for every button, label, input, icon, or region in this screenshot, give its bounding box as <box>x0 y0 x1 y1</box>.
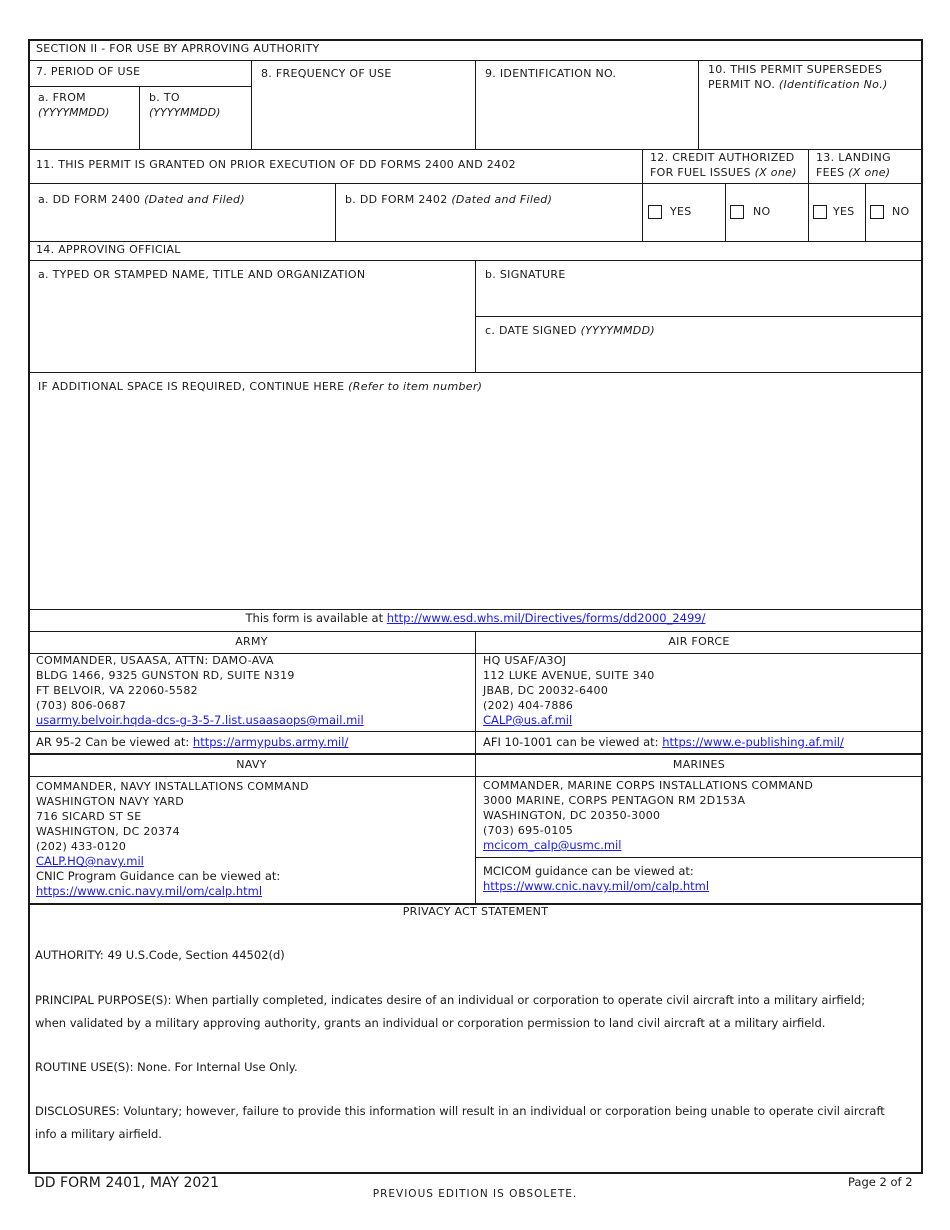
rule <box>808 149 809 241</box>
marines-guidance-link[interactable]: https://www.cnic.navy.mil/om/calp.html <box>483 879 710 893</box>
airforce-header: AIR FORCE <box>668 635 730 648</box>
army-regulation-link[interactable]: https://armypubs.army.mil/ <box>192 735 349 749</box>
army-regulation-text: AR 95-2 Can be viewed at: <box>36 735 190 749</box>
period-from-hint: (YYYYMMDD) <box>38 106 110 119</box>
credit-fuel-label-line2 <box>650 165 797 180</box>
identification-no-field[interactable] <box>476 61 698 149</box>
airforce-line: 112 LUKE AVENUE, SUITE 340 <box>483 669 655 682</box>
privacy-authority: AUTHORITY: 49 U.S.Code, Section 44502(d) <box>35 948 285 962</box>
dd2400-label <box>38 192 245 207</box>
marines-guidance-text: MCICOM guidance can be viewed at: <box>483 864 694 878</box>
date-signed-label-text: c. DATE SIGNED <box>485 324 577 337</box>
navy-guidance-text: CNIC Program Guidance can be viewed at: <box>36 869 281 883</box>
dd2402-hint: (Dated and Filed) <box>451 193 553 206</box>
fees-yes-checkbox[interactable] <box>813 205 827 219</box>
rule <box>28 609 923 610</box>
landing-fees-hint: (X one) <box>848 166 891 179</box>
supersedes-permit-field[interactable] <box>699 61 922 149</box>
marines-line: WASHINGTON, DC 20350-3000 <box>483 809 661 822</box>
navy-guidance-link[interactable]: https://www.cnic.navy.mil/om/calp.html <box>36 884 263 898</box>
marines-header: MARINES <box>672 758 726 771</box>
army-email-link[interactable]: usarmy.belvoir.hqda-dcs-g-3-5-7.list.usaasaops@mail.mil <box>36 713 364 727</box>
airforce-regulation-text: AFI 10-1001 can be viewed at: <box>483 735 659 749</box>
dd2400-label-text: a. DD FORM 2400 <box>38 193 141 206</box>
rule <box>642 149 643 241</box>
airforce-regulation-line <box>483 735 844 750</box>
period-to-field[interactable] <box>140 87 251 149</box>
privacy-routine-use: ROUTINE USE(S): None. For Internal Use Only. <box>35 1060 298 1074</box>
date-signed-field[interactable] <box>476 317 922 372</box>
army-line: COMMANDER, USAASA, ATTN: DAMO-AVA <box>36 654 274 667</box>
rule <box>475 857 923 858</box>
fuel-no-checkbox[interactable] <box>730 205 744 219</box>
obsolete-notice: PREVIOUS EDITION IS OBSOLETE. <box>372 1188 578 1200</box>
airforce-line: (202) 404-7886 <box>483 699 574 712</box>
supersedes-label-line2 <box>708 77 888 92</box>
official-name-label: a. TYPED OR STAMPED NAME, TITLE AND ORGANIZATION <box>38 268 366 281</box>
dd2400-field[interactable] <box>29 184 335 241</box>
navy-line: COMMANDER, NAVY INSTALLATIONS COMMAND <box>36 780 309 793</box>
credit-fuel-hint: (X one) <box>754 166 797 179</box>
privacy-purpose: PRINCIPAL PURPOSE(S): When partially completed, indicates desire of an individual or corporation to operate civil aircraft into a military airfield; when validated by a military approving authority, grants an individual or corporation permission to land civil aircraft at a military airfield. <box>35 993 866 1030</box>
prior-execution-label: 11. THIS PERMIT IS GRANTED ON PRIOR EXECUTION OF DD FORMS 2400 AND 2402 <box>36 158 516 171</box>
landing-fees-label-text: FEES <box>816 166 845 179</box>
supersedes-label-line1: 10. THIS PERMIT SUPERSEDES <box>708 63 883 76</box>
signature-label: b. SIGNATURE <box>485 268 566 281</box>
availability-line <box>28 611 923 626</box>
dd2402-label <box>345 192 552 207</box>
navy-line: WASHINGTON, DC 20374 <box>36 825 180 838</box>
landing-fees-label-line1: 13. LANDING <box>816 151 891 164</box>
airforce-email-link[interactable]: CALP@us.af.mil <box>483 713 573 727</box>
form-identifier: DD FORM 2401, MAY 2021 <box>34 1175 220 1191</box>
army-line: BLDG 1466, 9325 GUNSTON RD, SUITE N319 <box>36 669 295 682</box>
army-line: FT BELVOIR, VA 22060-5582 <box>36 684 198 697</box>
section-title: SECTION II - FOR USE BY APRROVING AUTHORITY <box>36 42 320 55</box>
availability-prefix: This form is available at <box>245 611 384 625</box>
fees-no-label: NO <box>892 205 910 218</box>
fees-no-checkbox[interactable] <box>870 205 884 219</box>
navy-email-link[interactable]: CALP.HQ@navy.mil <box>36 854 144 868</box>
airforce-line: JBAB, DC 20032-6400 <box>483 684 609 697</box>
period-from-label: a. FROM <box>38 91 86 104</box>
supersedes-hint: (Identification No.) <box>778 78 888 91</box>
marines-email-link[interactable]: mcicom_calp@usmc.mil <box>483 838 622 852</box>
navy-line: (202) 433-0120 <box>36 840 127 853</box>
availability-link[interactable]: http://www.esd.whs.mil/Directives/forms/dd2000_2499/ <box>386 611 706 625</box>
privacy-title: PRIVACY ACT STATEMENT <box>402 905 549 918</box>
navy-line: 716 SICARD ST SE <box>36 810 142 823</box>
credit-fuel-label-text: FOR FUEL ISSUES <box>650 166 751 179</box>
supersedes-label-text: PERMIT NO. <box>708 78 776 91</box>
dd2400-hint: (Dated and Filed) <box>144 193 245 206</box>
airforce-line: HQ USAF/A3OJ <box>483 654 567 667</box>
additional-space-label <box>38 379 482 394</box>
airforce-regulation-link[interactable]: https://www.e-publishing.af.mil/ <box>662 735 844 749</box>
date-signed-hint: (YYYYMMDD) <box>580 324 655 337</box>
additional-space-hint: (Refer to item number) <box>348 380 483 393</box>
credit-fuel-label-line1: 12. CREDIT AUTHORIZED <box>650 151 795 164</box>
period-to-hint: (YYYYMMDD) <box>149 106 221 119</box>
identification-no-label: 9. IDENTIFICATION NO. <box>485 67 617 80</box>
navy-line: WASHINGTON NAVY YARD <box>36 795 185 808</box>
rule <box>725 183 726 241</box>
period-of-use-label: 7. PERIOD OF USE <box>36 65 141 78</box>
period-from-field[interactable] <box>29 87 139 149</box>
army-regulation-line <box>36 735 348 750</box>
rule <box>865 183 866 241</box>
fees-yes-label: YES <box>833 205 855 218</box>
dd2402-label-text: b. DD FORM 2402 <box>345 193 448 206</box>
period-to-label: b. TO <box>149 91 180 104</box>
army-line: (703) 806-0687 <box>36 699 127 712</box>
marines-line: COMMANDER, MARINE CORPS INSTALLATIONS COMMAND <box>483 779 814 792</box>
dd2402-field[interactable] <box>336 184 642 241</box>
navy-header: NAVY <box>236 758 267 771</box>
frequency-of-use-label: 8. FREQUENCY OF USE <box>261 67 392 80</box>
frequency-of-use-field[interactable] <box>252 61 475 149</box>
additional-space-field[interactable] <box>29 373 922 609</box>
date-signed-label <box>485 323 655 338</box>
fuel-yes-label: YES <box>670 205 692 218</box>
marines-line: (703) 695-0105 <box>483 824 574 837</box>
fuel-yes-checkbox[interactable] <box>648 205 662 219</box>
landing-fees-label-line2 <box>816 165 890 180</box>
approving-official-label: 14. APPROVING OFFICIAL <box>36 243 181 256</box>
signature-field[interactable] <box>476 261 922 316</box>
official-name-field[interactable] <box>29 261 475 372</box>
privacy-disclosures: DISCLOSURES: Voluntary; however, failure to provide this information will result in an individual or corporation being unable to operate civil aircraft info a military airfield. <box>35 1104 885 1141</box>
additional-space-label-text: IF ADDITIONAL SPACE IS REQUIRED, CONTINUE HERE <box>38 380 345 393</box>
page-number: Page 2 of 2 <box>848 1175 913 1189</box>
fuel-no-label: NO <box>753 205 771 218</box>
marines-line: 3000 MARINE, CORPS PENTAGON RM 2D153A <box>483 794 746 807</box>
army-header: ARMY <box>235 635 268 648</box>
